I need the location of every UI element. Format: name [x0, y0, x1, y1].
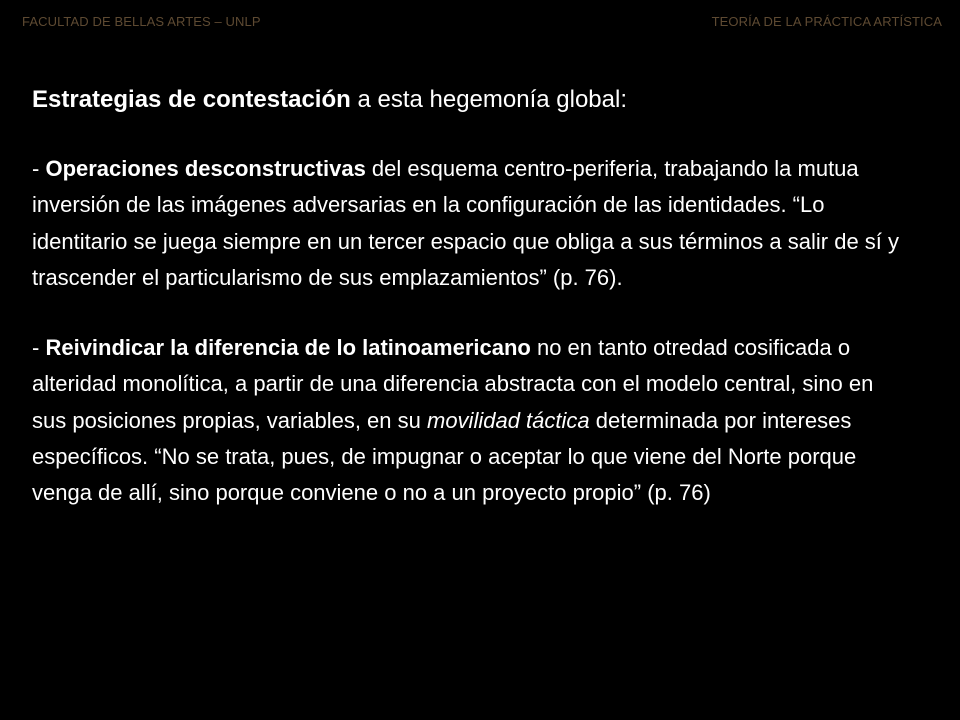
paragraph-deconstructive [32, 151, 912, 296]
slide-content [32, 84, 912, 512]
paragraph-latin-american-difference [32, 330, 912, 511]
paragraph1-dash: - [32, 156, 46, 181]
header-faculty: FACULTAD DE BELLAS ARTES – UNLP [22, 14, 261, 29]
slide-title [32, 84, 912, 116]
paragraph2-italic: movilidad táctica [427, 407, 590, 433]
header-course: TEORÍA DE LA PRÁCTICA ARTÍSTICA [711, 14, 942, 29]
paragraph1-bold: Operaciones desconstructivas [45, 156, 366, 181]
paragraph2-bold: Reivindicar la diferencia de lo latinoamericano [45, 335, 531, 361]
title-bold: Estrategias de contestación [32, 86, 351, 113]
paragraph2-text-after-italic: determinada por intereses específicos. “No se trata, pues, de impugnar o aceptar lo que viene del Norte porque venga de allí, sino porque conviene o no a un proyecto propio” (p. 76) [32, 407, 857, 506]
paragraph2-text-before-italic: no en tanto otredad cosificada o alteridad monolítica, a partir de una diferencia abstracta con el modelo central, sino en sus posiciones propias, variables, en su [32, 335, 874, 433]
paragraph1-rest: del esquema centro-periferia, trabajando la mutua inversión de las imágenes adversarias en la configuración de las identidades. “Lo identitario se juega siempre en un tercer espacio que obliga a sus términos a salir de sí y trascender el particularismo de sus emplazamientos” (p. 76). [32, 156, 900, 290]
title-rest: a esta hegemonía global: [350, 86, 627, 113]
paragraph2-dash: - [32, 335, 46, 361]
